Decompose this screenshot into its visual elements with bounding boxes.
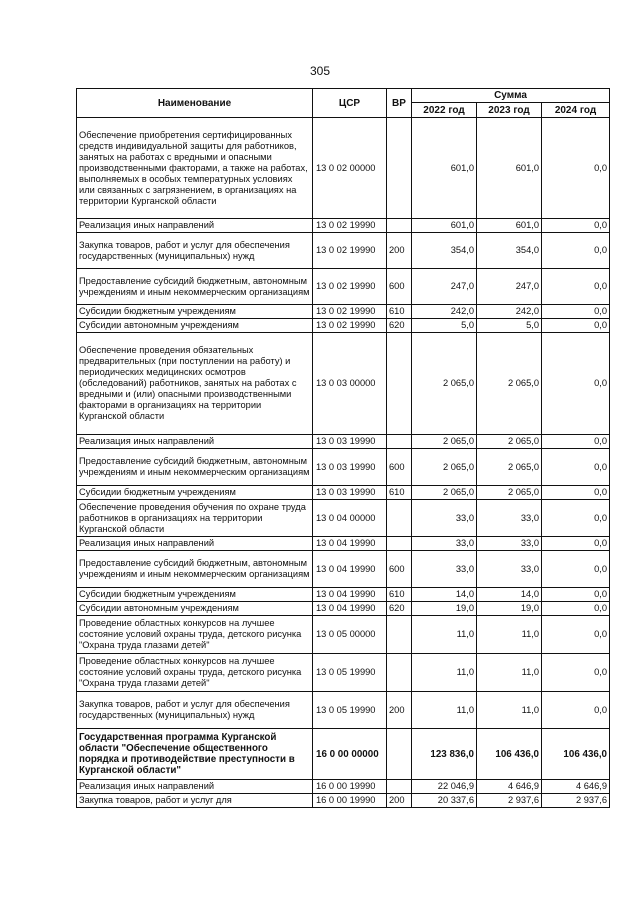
- row-2023: 2 937,6: [477, 794, 542, 808]
- row-2023: 11,0: [477, 616, 542, 654]
- row-2023: 33,0: [477, 537, 542, 551]
- row-vr: [387, 500, 412, 537]
- row-vr: [387, 654, 412, 692]
- header-csr: ЦСР: [313, 89, 387, 118]
- row-2023: 601,0: [477, 118, 542, 219]
- row-csr: 13 0 03 19990: [313, 486, 387, 500]
- row-csr: 16 0 00 19990: [313, 780, 387, 794]
- table-row: [77, 219, 610, 233]
- row-vr: [387, 219, 412, 233]
- row-2023: 14,0: [477, 588, 542, 602]
- row-2022: 601,0: [412, 219, 477, 233]
- row-csr: 13 0 05 19990: [313, 692, 387, 729]
- row-2023: 354,0: [477, 233, 542, 269]
- row-name: Реализация иных направлений: [77, 435, 313, 449]
- header-vr: ВР: [387, 89, 412, 118]
- row-csr: 13 0 03 19990: [313, 435, 387, 449]
- row-vr: [387, 435, 412, 449]
- row-vr: 600: [387, 449, 412, 486]
- row-2024: 0,0: [542, 486, 610, 500]
- row-2024: 0,0: [542, 602, 610, 616]
- row-vr: 610: [387, 486, 412, 500]
- row-name: Закупка товаров, работ и услуг для: [77, 794, 313, 808]
- row-name: Субсидии бюджетным учреждениям: [77, 305, 313, 319]
- table-row: [77, 233, 610, 269]
- table-row: [77, 654, 610, 692]
- row-csr: 13 0 04 19990: [313, 537, 387, 551]
- header-year-2022: 2022 год: [412, 103, 477, 118]
- row-vr: [387, 780, 412, 794]
- row-name: Государственная программа Курганской области "Обеспечение общественного порядка и противодействие преступности в Курганской области": [77, 729, 313, 780]
- row-2023: 2 065,0: [477, 486, 542, 500]
- row-name: Закупка товаров, работ и услуг для обеспечения государственных (муниципальных) нужд: [77, 233, 313, 269]
- row-vr: [387, 537, 412, 551]
- row-csr: 13 0 04 19990: [313, 588, 387, 602]
- row-2023: 2 065,0: [477, 449, 542, 486]
- row-2024: 0,0: [542, 692, 610, 729]
- row-2024: 0,0: [542, 500, 610, 537]
- row-csr: 16 0 00 19990: [313, 794, 387, 808]
- row-2024: 2 937,6: [542, 794, 610, 808]
- row-name: Проведение областных конкурсов на лучшее состояние условий охраны труда, детского рисунка "Охрана труда глазами детей": [77, 616, 313, 654]
- table-row: [77, 794, 610, 808]
- table-row: [77, 602, 610, 616]
- row-name: Обеспечение приобретения сертифицированных средств индивидуальной защиты для работников, занятых на работах с вредными и опасными производственными факторами, а также на работах, выполняемых в особых температурных условиях или связанных с загрязнением, в организациях на территории Курганской области: [77, 118, 313, 219]
- row-2024: 0,0: [542, 551, 610, 588]
- row-2023: 19,0: [477, 602, 542, 616]
- row-csr: 13 0 04 19990: [313, 602, 387, 616]
- row-vr: 610: [387, 305, 412, 319]
- row-2024: 0,0: [542, 654, 610, 692]
- row-csr: 13 0 05 19990: [313, 654, 387, 692]
- row-2022: 33,0: [412, 537, 477, 551]
- table-row: [77, 305, 610, 319]
- row-2023: 242,0: [477, 305, 542, 319]
- row-vr: 610: [387, 588, 412, 602]
- row-csr: 13 0 02 19990: [313, 269, 387, 305]
- row-name: Реализация иных направлений: [77, 780, 313, 794]
- row-vr: 620: [387, 602, 412, 616]
- row-name: Предоставление субсидий бюджетным, автономным учреждениям и иным некоммерческим организациям: [77, 269, 313, 305]
- row-2022: 2 065,0: [412, 486, 477, 500]
- row-csr: 13 0 02 19990: [313, 219, 387, 233]
- row-csr: 13 0 05 00000: [313, 616, 387, 654]
- row-2023: 106 436,0: [477, 729, 542, 780]
- header-year-2023: 2023 год: [477, 103, 542, 118]
- row-2022: 247,0: [412, 269, 477, 305]
- row-2022: 11,0: [412, 616, 477, 654]
- row-2022: 2 065,0: [412, 333, 477, 435]
- row-2022: 5,0: [412, 319, 477, 333]
- row-2022: 354,0: [412, 233, 477, 269]
- row-2024: 0,0: [542, 333, 610, 435]
- table-row-program: [77, 729, 610, 780]
- page-number: 305: [309, 64, 331, 78]
- row-name: Субсидии бюджетным учреждениям: [77, 588, 313, 602]
- row-vr: 600: [387, 269, 412, 305]
- row-2023: 2 065,0: [477, 435, 542, 449]
- budget-table: [76, 88, 610, 808]
- row-vr: 620: [387, 319, 412, 333]
- row-2022: 22 046,9: [412, 780, 477, 794]
- row-name: Предоставление субсидий бюджетным, автономным учреждениям и иным некоммерческим организациям: [77, 551, 313, 588]
- row-csr: 13 0 02 19990: [313, 319, 387, 333]
- row-2023: 4 646,9: [477, 780, 542, 794]
- table-row: [77, 435, 610, 449]
- row-name: Субсидии автономным учреждениям: [77, 319, 313, 333]
- row-name: Закупка товаров, работ и услуг для обеспечения государственных (муниципальных) нужд: [77, 692, 313, 729]
- row-2024: 4 646,9: [542, 780, 610, 794]
- header-name: Наименование: [77, 89, 313, 118]
- table-row: [77, 500, 610, 537]
- table-row: [77, 551, 610, 588]
- row-2023: 11,0: [477, 692, 542, 729]
- row-vr: [387, 616, 412, 654]
- row-2023: 11,0: [477, 654, 542, 692]
- row-2024: 0,0: [542, 435, 610, 449]
- row-2023: 2 065,0: [477, 333, 542, 435]
- row-2023: 33,0: [477, 551, 542, 588]
- row-2023: 5,0: [477, 319, 542, 333]
- table-row: [77, 319, 610, 333]
- header-year-2024: 2024 год: [542, 103, 610, 118]
- row-name: Субсидии автономным учреждениям: [77, 602, 313, 616]
- row-vr: [387, 118, 412, 219]
- row-2022: 14,0: [412, 588, 477, 602]
- row-csr: 13 0 03 19990: [313, 449, 387, 486]
- table-row: [77, 269, 610, 305]
- row-name: Предоставление субсидий бюджетным, автономным учреждениям и иным некоммерческим организациям: [77, 449, 313, 486]
- row-2022: 123 836,0: [412, 729, 477, 780]
- row-2022: 601,0: [412, 118, 477, 219]
- row-vr: 200: [387, 692, 412, 729]
- row-csr: 16 0 00 00000: [313, 729, 387, 780]
- table-row: [77, 118, 610, 219]
- table-row: [77, 692, 610, 729]
- row-2024: 0,0: [542, 269, 610, 305]
- row-vr: [387, 729, 412, 780]
- table-row: [77, 449, 610, 486]
- row-2022: 11,0: [412, 692, 477, 729]
- row-2022: 11,0: [412, 654, 477, 692]
- row-csr: 13 0 02 00000: [313, 118, 387, 219]
- header-sum: Сумма: [412, 89, 610, 103]
- row-2023: 247,0: [477, 269, 542, 305]
- table-row: [77, 780, 610, 794]
- row-2024: 106 436,0: [542, 729, 610, 780]
- row-vr: 200: [387, 794, 412, 808]
- row-2024: 0,0: [542, 233, 610, 269]
- row-name: Обеспечение проведения обучения по охране труда работников в организациях на территории Курганской области: [77, 500, 313, 537]
- row-2022: 2 065,0: [412, 435, 477, 449]
- row-vr: 200: [387, 233, 412, 269]
- row-2022: 19,0: [412, 602, 477, 616]
- row-name: Реализация иных направлений: [77, 219, 313, 233]
- row-2023: 33,0: [477, 500, 542, 537]
- row-2024: 0,0: [542, 305, 610, 319]
- row-vr: 600: [387, 551, 412, 588]
- row-name: Субсидии бюджетным учреждениям: [77, 486, 313, 500]
- row-2024: 0,0: [542, 449, 610, 486]
- table-row: [77, 616, 610, 654]
- row-2022: 20 337,6: [412, 794, 477, 808]
- row-2024: 0,0: [542, 219, 610, 233]
- row-2023: 601,0: [477, 219, 542, 233]
- row-name: Обеспечение проведения обязательных предварительных (при поступлении на работу) и периодических медицинских осмотров (обследований) работников, занятых на работах с вредными и (или) опасными производственными факторами в организациях на территории Курганской области: [77, 333, 313, 435]
- row-2022: 242,0: [412, 305, 477, 319]
- table-row: [77, 486, 610, 500]
- row-name: Реализация иных направлений: [77, 537, 313, 551]
- row-csr: 13 0 04 00000: [313, 500, 387, 537]
- row-2024: 0,0: [542, 588, 610, 602]
- row-2022: 33,0: [412, 551, 477, 588]
- row-2024: 0,0: [542, 616, 610, 654]
- table-body: [77, 118, 610, 808]
- row-2024: 0,0: [542, 319, 610, 333]
- row-2024: 0,0: [542, 537, 610, 551]
- row-2024: 0,0: [542, 118, 610, 219]
- row-csr: 13 0 03 00000: [313, 333, 387, 435]
- table-row: [77, 537, 610, 551]
- row-csr: 13 0 02 19990: [313, 233, 387, 269]
- row-csr: 13 0 04 19990: [313, 551, 387, 588]
- row-2022: 2 065,0: [412, 449, 477, 486]
- table-row: [77, 588, 610, 602]
- row-vr: [387, 333, 412, 435]
- row-name: Проведение областных конкурсов на лучшее состояние условий охраны труда, детского рисунка "Охрана труда глазами детей": [77, 654, 313, 692]
- table-row: [77, 333, 610, 435]
- row-2022: 33,0: [412, 500, 477, 537]
- row-csr: 13 0 02 19990: [313, 305, 387, 319]
